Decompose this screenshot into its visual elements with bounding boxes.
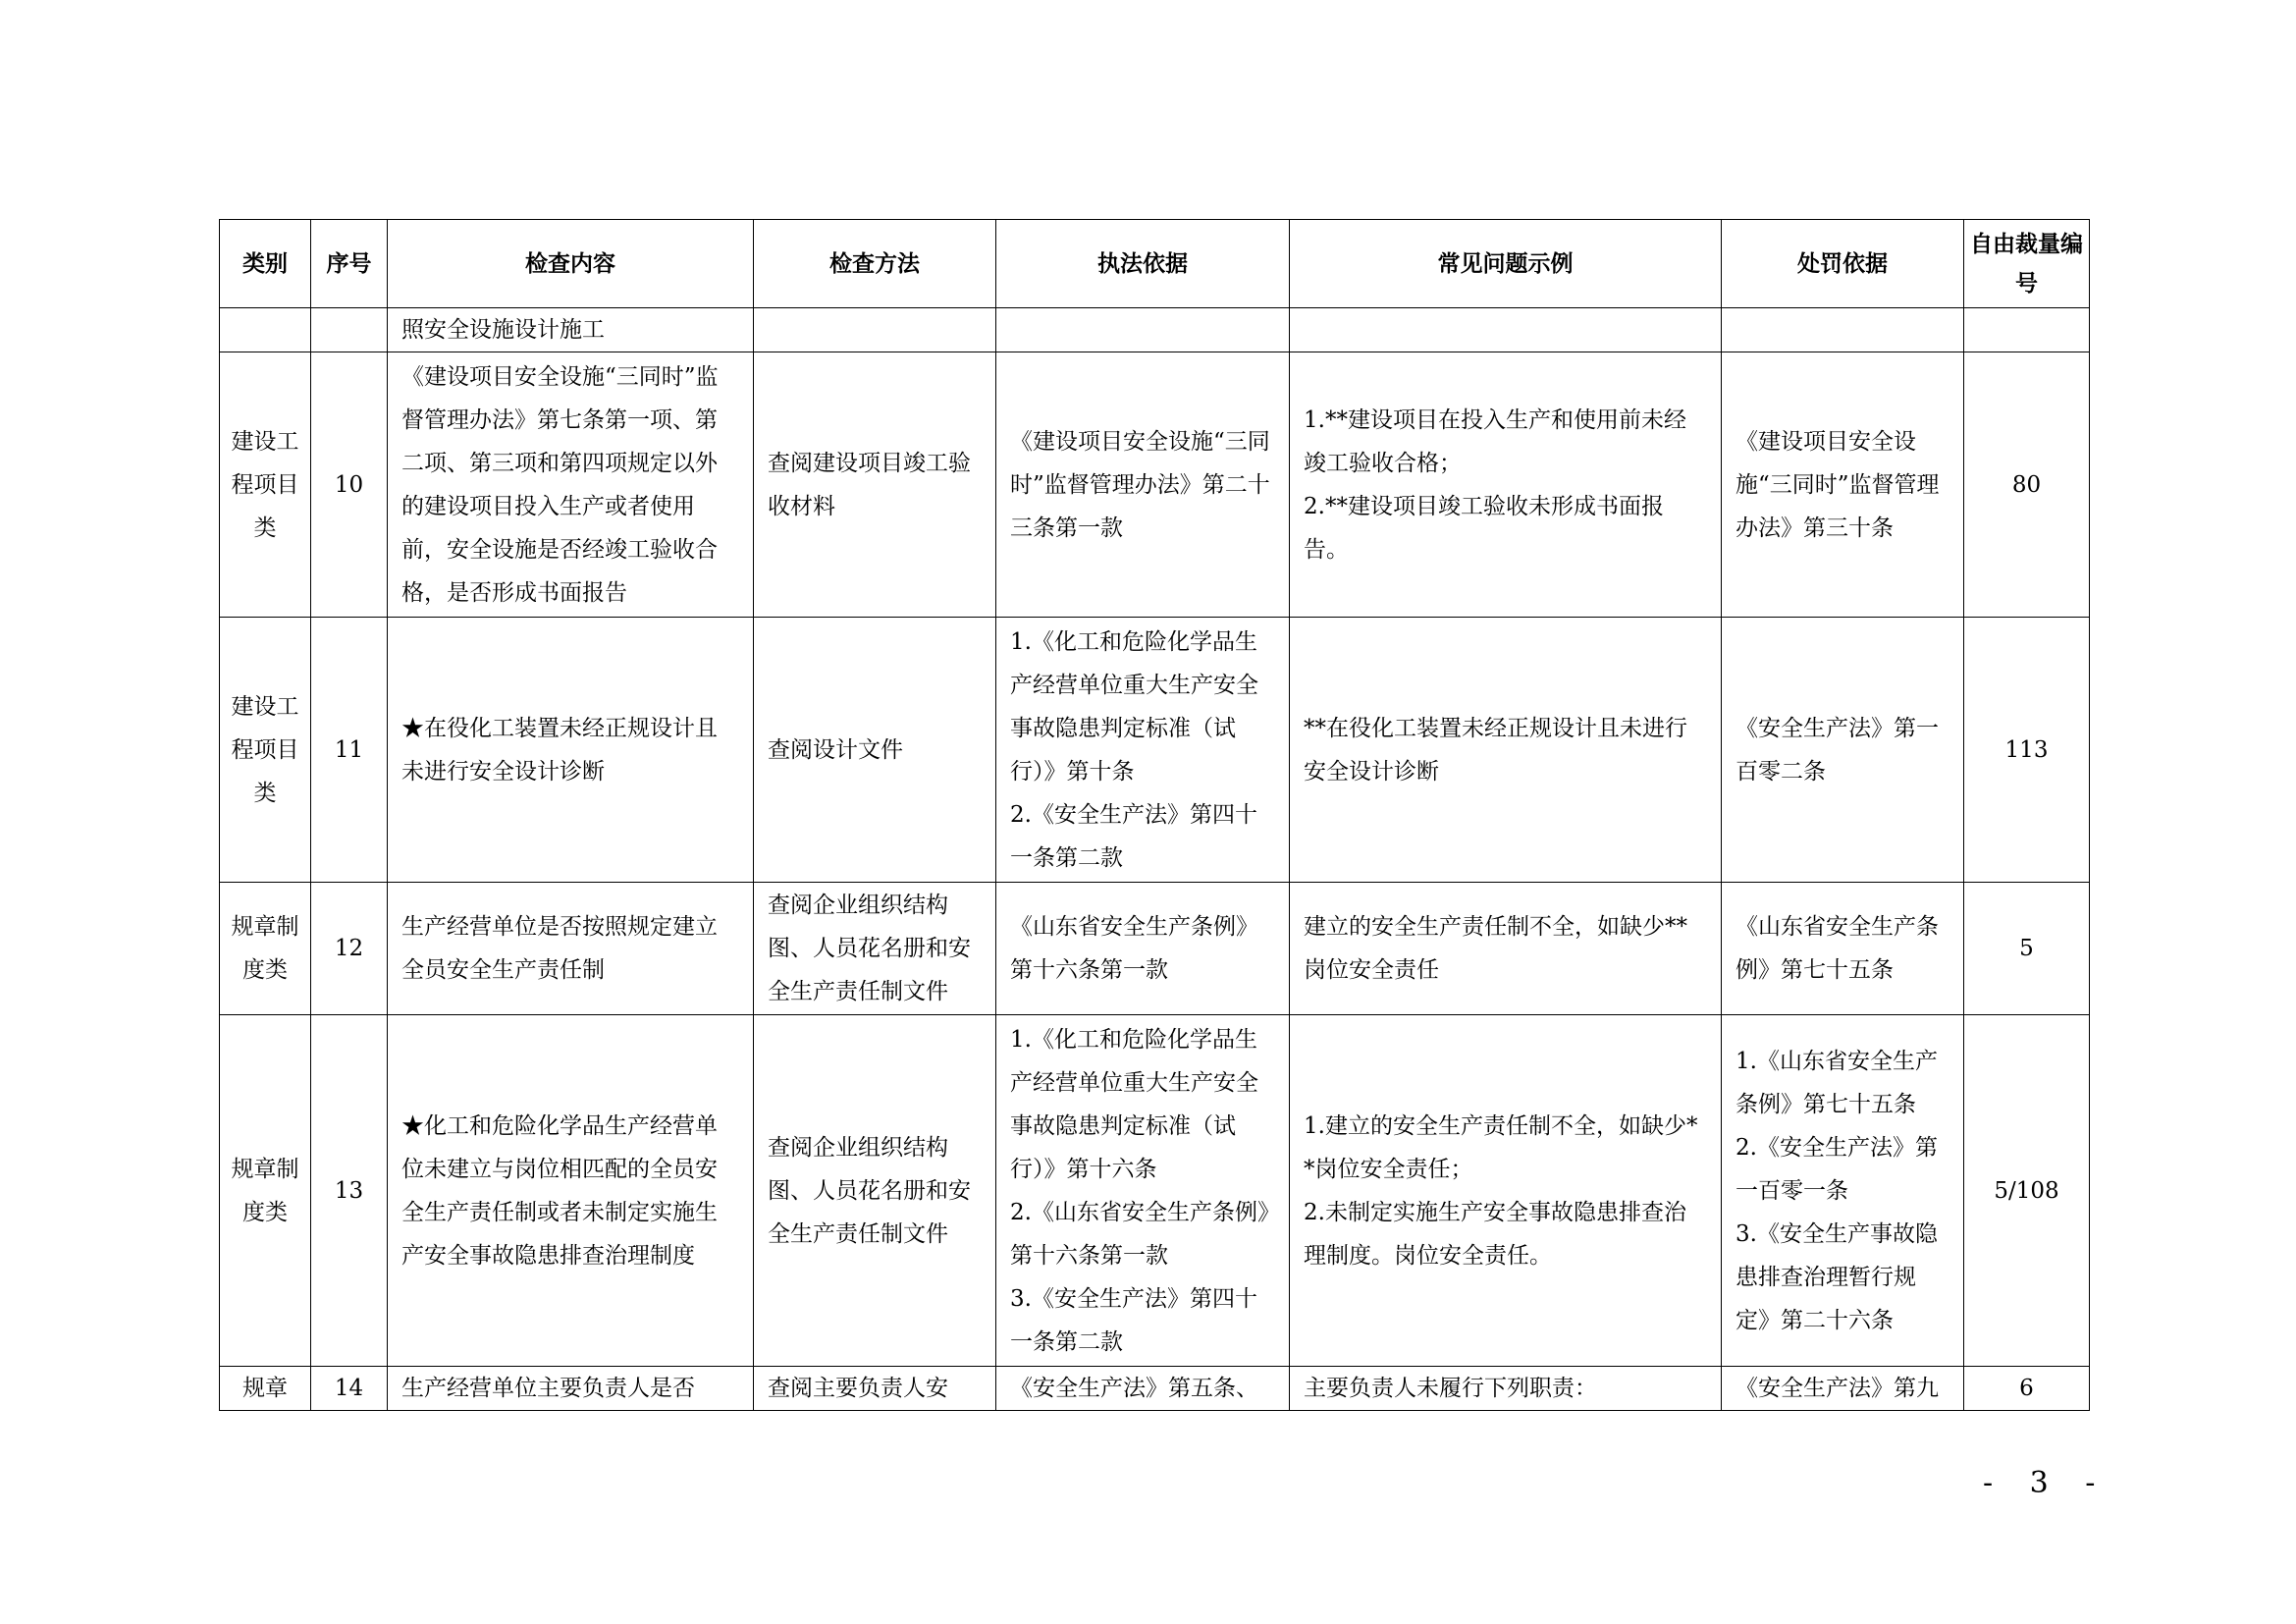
cell-examples	[1290, 1015, 1722, 1367]
cell-content: ★在役化工装置未经正规设计且未进行安全设计诊断	[388, 618, 754, 883]
cell-basis: 《建设项目安全设施“三同时”监督管理办法》第二十三条第一款	[996, 352, 1290, 618]
cell-line: 2.未制定实施生产安全事故隐患排查治理制度。岗位安全责任。	[1304, 1199, 1686, 1269]
cell-number	[311, 308, 388, 352]
cell-method: 查阅建设项目竣工验收材料	[754, 352, 996, 618]
cell-method: 查阅企业组织结构图、人员花名册和安全生产责任制文件	[754, 883, 996, 1015]
cell-basis	[996, 308, 1290, 352]
cell-content: 《建设项目安全设施“三同时”监督管理办法》第七条第一项、第二项、第三项和第四项规定以外的建设项目投入生产或者使用前，安全设施是否经竣工验收合格，是否形成书面报告	[388, 352, 754, 618]
cell-line: 1.《山东省安全生产条例》第七十五条	[1735, 1048, 1938, 1117]
cell-line: 2.《安全生产法》第四十一条第二款	[1010, 801, 1257, 871]
cell-penalty	[1722, 308, 1964, 352]
cell-line: 3.《安全生产事故隐患排查治理暂行规定》第二十六条	[1735, 1220, 1938, 1333]
table-row	[220, 352, 2090, 618]
header-code: 自由裁量编号	[1964, 220, 2090, 308]
cell-basis	[996, 618, 1290, 883]
cell-method: 查阅主要负责人安	[754, 1367, 996, 1411]
cell-code	[1964, 308, 2090, 352]
cell-content: 生产经营单位主要负责人是否	[388, 1367, 754, 1411]
cell-line: 3.《安全生产法》第四十一条第二款	[1010, 1285, 1257, 1355]
header-row	[220, 220, 2090, 308]
cell-method: 查阅企业组织结构图、人员花名册和安全生产责任制文件	[754, 1015, 996, 1367]
table-row	[220, 1015, 2090, 1367]
cell-penalty: 《建设项目安全设施“三同时”监督管理办法》第三十条	[1722, 352, 1964, 618]
header-penalty: 处罚依据	[1722, 220, 1964, 308]
cell-code: 80	[1964, 352, 2090, 618]
cell-category: 规章	[220, 1367, 311, 1411]
cell-method: 查阅设计文件	[754, 618, 996, 883]
cell-penalty	[1722, 1015, 1964, 1367]
cell-method	[754, 308, 996, 352]
header-category: 类别	[220, 220, 311, 308]
cell-category: 规章制度类	[220, 883, 311, 1015]
cell-line: 2.《山东省安全生产条例》第十六条第一款	[1010, 1199, 1269, 1269]
cell-basis: 《安全生产法》第五条、	[996, 1367, 1290, 1411]
cell-number: 12	[311, 883, 388, 1015]
cell-code: 6	[1964, 1367, 2090, 1411]
cell-category: 规章制度类	[220, 1015, 311, 1367]
header-method: 检查方法	[754, 220, 996, 308]
cell-examples	[1290, 308, 1722, 352]
page-number: - 3 -	[1983, 1466, 2109, 1500]
cell-number: 14	[311, 1367, 388, 1411]
cell-line: 2.《安全生产法》第一百零一条	[1735, 1134, 1938, 1204]
cell-line: 2.**建设项目竣工验收未形成书面报告。	[1304, 493, 1664, 563]
cell-line: 1.建立的安全生产责任制不全，如缺少**岗位安全责任；	[1304, 1112, 1698, 1182]
table-row	[220, 883, 2090, 1015]
table-row	[220, 1367, 2090, 1411]
cell-basis: 《山东省安全生产条例》第十六条第一款	[996, 883, 1290, 1015]
cell-code: 113	[1964, 618, 2090, 883]
cell-number: 10	[311, 352, 388, 618]
cell-examples: **在役化工装置未经正规设计且未进行安全设计诊断	[1290, 618, 1722, 883]
header-examples: 常见问题示例	[1290, 220, 1722, 308]
cell-examples: 主要负责人未履行下列职责：	[1290, 1367, 1722, 1411]
table-row	[220, 308, 2090, 352]
cell-basis	[996, 1015, 1290, 1367]
cell-number: 13	[311, 1015, 388, 1367]
cell-code: 5	[1964, 883, 2090, 1015]
cell-code: 5/108	[1964, 1015, 2090, 1367]
cell-examples	[1290, 352, 1722, 618]
cell-line: 1.《化工和危险化学品生产经营单位重大生产安全事故隐患判定标准（试行）》第十六条	[1010, 1026, 1258, 1182]
cell-content: 生产经营单位是否按照规定建立全员安全生产责任制	[388, 883, 754, 1015]
cell-penalty: 《安全生产法》第一百零二条	[1722, 618, 1964, 883]
cell-penalty: 《山东省安全生产条例》第七十五条	[1722, 883, 1964, 1015]
cell-category: 建设工程项目类	[220, 618, 311, 883]
cell-line: 1.《化工和危险化学品生产经营单位重大生产安全事故隐患判定标准（试行）》第十条	[1010, 628, 1258, 785]
cell-content: 照安全设施设计施工	[388, 308, 754, 352]
cell-penalty: 《安全生产法》第九	[1722, 1367, 1964, 1411]
header-basis: 执法依据	[996, 220, 1290, 308]
header-number: 序号	[311, 220, 388, 308]
cell-number: 11	[311, 618, 388, 883]
inspection-table	[219, 219, 2090, 1411]
table-row	[220, 618, 2090, 883]
cell-examples: 建立的安全生产责任制不全，如缺少**岗位安全责任	[1290, 883, 1722, 1015]
cell-content: ★化工和危险化学品生产经营单位未建立与岗位相匹配的全员安全生产责任制或者未制定实施生产安全事故隐患排查治理制度	[388, 1015, 754, 1367]
cell-line: 1.**建设项目在投入生产和使用前未经竣工验收合格；	[1304, 406, 1686, 476]
header-content: 检查内容	[388, 220, 754, 308]
cell-category: 建设工程项目类	[220, 352, 311, 618]
cell-category	[220, 308, 311, 352]
